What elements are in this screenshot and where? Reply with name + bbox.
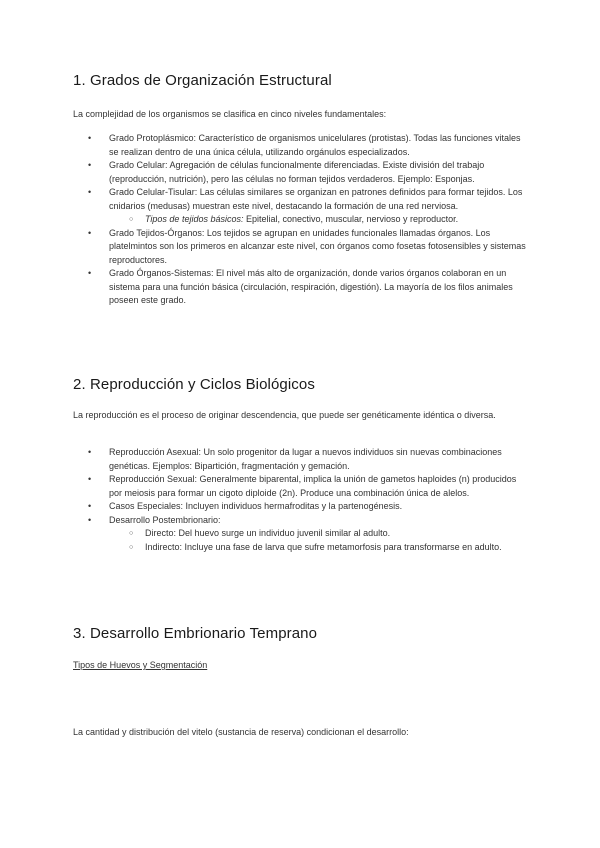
sub-list-item: ○ Indirecto: Incluye una fase de larva que sufre metamorfosis para transformarse en adulto. [109,541,528,555]
list-item [73,514,528,555]
section-2-list [73,446,528,554]
section-3-text: La cantidad y distribución del vitelo (sustancia de reserva) condicionan el desarrollo: [73,727,409,737]
sub-item-label: Tipos de tejidos básicos: [145,214,244,224]
sub-list-item [109,213,528,227]
list-item-text: Grado Celular-Tisular: Las células similares se organizan en patrones definidos para formar tejidos. Los cnidarios (medusas) muestran este nivel, destacando la formación de una red nerviosa. [109,187,523,211]
sub-list-item: ○ Directo: Del huevo surge un individuo juvenil similar al adulto. [109,527,528,541]
section-2-heading: 2. Reproducción y Ciclos Biológicos [73,376,315,393]
section-1-heading: 1. Grados de Organización Estructural [73,72,332,89]
list-item: • Grado Órganos-Sistemas: El nivel más alto de organización, donde varios órganos colaboran en un sistema para una función básica (circulación, respiración, digestión). La mayoría de los filos animales poseen este grado. [73,267,528,308]
list-item-text: Desarrollo Postembrionario: [109,514,221,525]
section-3-subheading: Tipos de Huevos y Segmentación [73,660,208,670]
list-item: • Reproducción Asexual: Un solo progenitor da lugar a nuevos individuos sin nuevas combinaciones genéticas. Ejemplos: Bipartición, fragmentación y gemación. [73,446,528,473]
section-1-intro: La complejidad de los organismos se clasifica en cinco niveles fundamentales: [73,109,387,119]
list-item [73,186,528,227]
section-2-sublist [109,527,528,554]
sub-item-text: Epitelial, conectivo, muscular, nervioso y reproductor. [243,214,459,224]
list-item: • Grado Tejidos-Órganos: Los tejidos se agrupan en unidades funcionales llamadas órganos. Los platelmintos son los primeros en alcanzar este nivel, con órganos como fosetas fotosensibles y sistemas reproductores. [73,227,528,268]
list-item: • Reproducción Sexual: Generalmente biparental, implica la unión de gametos haploides (n) producidos por meiosis para formar un cigoto diploide (2n). Produce una combinación única de alelos. [73,473,528,500]
list-item: • Casos Especiales: Incluyen individuos hermafroditas y la partenogénesis. [73,500,528,514]
section-3-heading: 3. Desarrollo Embrionario Temprano [73,625,318,642]
section-2-intro: La reproducción es el proceso de originar descendencia, que puede ser genéticamente idéntica o diversa. [73,410,496,420]
section-1-list [73,132,528,308]
list-item: • Grado Celular: Agregación de células funcionalmente diferenciadas. Existe división del trabajo (reproducción, nutrición), pero las células no forman tejidos verdaderos. Ejemplo: Esponjas. [73,159,528,186]
list-item: • Grado Protoplásmico: Característico de organismos unicelulares (protistas). Todas las funciones vitales se realizan dentro de una única célula, utilizando orgánulos especializados. [73,132,528,159]
section-1-sublist [109,213,528,227]
